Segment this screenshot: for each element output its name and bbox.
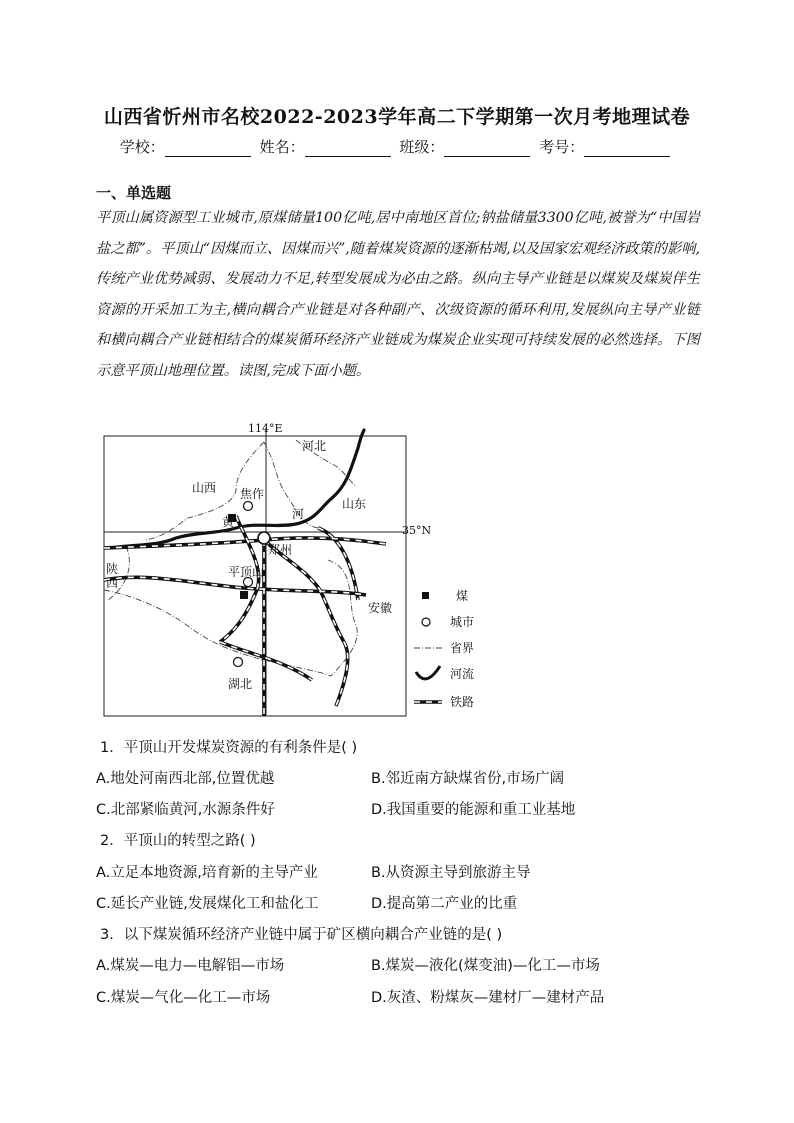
label-shaanxi-1: 陕 [106, 562, 119, 576]
label-anhui: 安徽 [368, 601, 393, 615]
section-heading: 一、单选题 [96, 184, 172, 202]
name-label: 姓名： [259, 138, 305, 156]
label-hebei: 河北 [302, 439, 327, 453]
question-1-option-a[interactable]: A.地处河南西北部,位置优越 [96, 771, 275, 787]
label-shandong: 山东 [342, 497, 367, 511]
label-huang: 黄 [222, 515, 235, 529]
number-blank[interactable] [584, 142, 670, 157]
school-blank[interactable] [165, 142, 251, 157]
question-1-option-b[interactable]: B.邻近南方缺煤省份,市场广阔 [371, 771, 565, 787]
question-3-option-a[interactable]: A.煤炭—电力—电解铝—市场 [96, 958, 285, 974]
school-label: 学校： [119, 138, 165, 156]
question-2-option-b[interactable]: B.从资源主导到旅游主导 [371, 865, 531, 881]
question-3-option-b[interactable]: B.煤炭—液化(煤变油)—化工—市场 [371, 958, 600, 974]
question-1-option-c[interactable]: C.北部紧临黄河,水源条件好 [96, 802, 275, 818]
label-jiaozuo: 焦作 [240, 487, 265, 501]
legend-coal: 煤 [456, 589, 469, 603]
coal-mine-pingdingshan [240, 591, 248, 599]
question-2-option-c[interactable]: C.延长产业链,发展煤化工和盐化工 [96, 896, 319, 912]
question-1-stem: 1．平顶山开发煤炭资源的有利条件是( ) [100, 740, 358, 756]
question-3-option-c[interactable]: C.煤炭—气化—化工—市场 [96, 990, 271, 1006]
label-shaanxi-2: 西 [106, 576, 119, 590]
latitude-label: 35°N [402, 524, 432, 537]
question-2-stem: 2．平顶山的转型之路( ) [100, 833, 256, 849]
legend-coal-icon [422, 592, 429, 599]
city-hubei [234, 658, 243, 667]
legend-railway: 铁路 [450, 695, 475, 709]
question-1-option-d[interactable]: D.我国重要的能源和重工业基地 [371, 802, 576, 818]
question-2-option-d[interactable]: D.提高第二产业的比重 [371, 896, 518, 912]
label-pingdingshan: 平顶山 [228, 565, 265, 579]
legend-river-icon [416, 666, 440, 679]
question-2-option-a[interactable]: A.立足本地资源,培育新的主导产业 [96, 865, 318, 881]
longitude-label: 114°E [248, 422, 283, 435]
map-legend [414, 588, 474, 709]
location-map [96, 420, 516, 720]
label-shanxi: 山西 [192, 481, 217, 495]
legend-city: 城市 [450, 615, 475, 629]
exam-title: 山西省忻州市名校2022-2023学年高二下学期第一次月考地理试卷 [103, 106, 691, 128]
legend-border: 省界 [450, 641, 475, 655]
question-3-stem: 3．以下煤炭循环经济产业链中属于矿区横向耦合产业链的是( ) [100, 927, 503, 943]
province-borders [104, 440, 357, 676]
label-hubei: 湖北 [228, 677, 253, 691]
label-he: 河 [292, 507, 305, 521]
passage-text: 平顶山属资源型工业城市,原煤储量100亿吨,居中南地区首位;钠盐储量3300亿吨,被誉为“中国岩盐之都”。平顶山“因煤而立、因煤而兴”,随着煤炭资源的逐渐枯竭,以及国家宏观经济政策的影响,传统产业优势减弱、发展动力不足,转型发展成为必由之路。纵向主导产业链是以煤炭及煤炭伴生资源的开采加工为主,横向耦合产业链是对各种副产、次级资源的循环利用,发展纵向主导产业链和横向耦合产业链相结合的煤炭循环经济产业链成为煤炭企业实现可持续发展的必然选择。下图示意平顶山地理位置。读图,完成下面小题。 [96, 210, 700, 379]
student-info-line [0, 136, 794, 157]
label-zhengzhou: 郑州 [268, 543, 293, 557]
name-blank[interactable] [305, 142, 391, 157]
legend-city-icon [422, 618, 430, 626]
class-blank[interactable] [444, 142, 530, 157]
class-label: 班级： [399, 138, 445, 156]
question-3-option-d[interactable]: D.灰渣、粉煤灰—建材厂—建材产品 [371, 990, 605, 1006]
city-jiaozuo [244, 502, 253, 511]
number-label: 考号： [539, 138, 585, 156]
legend-river: 河流 [450, 667, 475, 681]
